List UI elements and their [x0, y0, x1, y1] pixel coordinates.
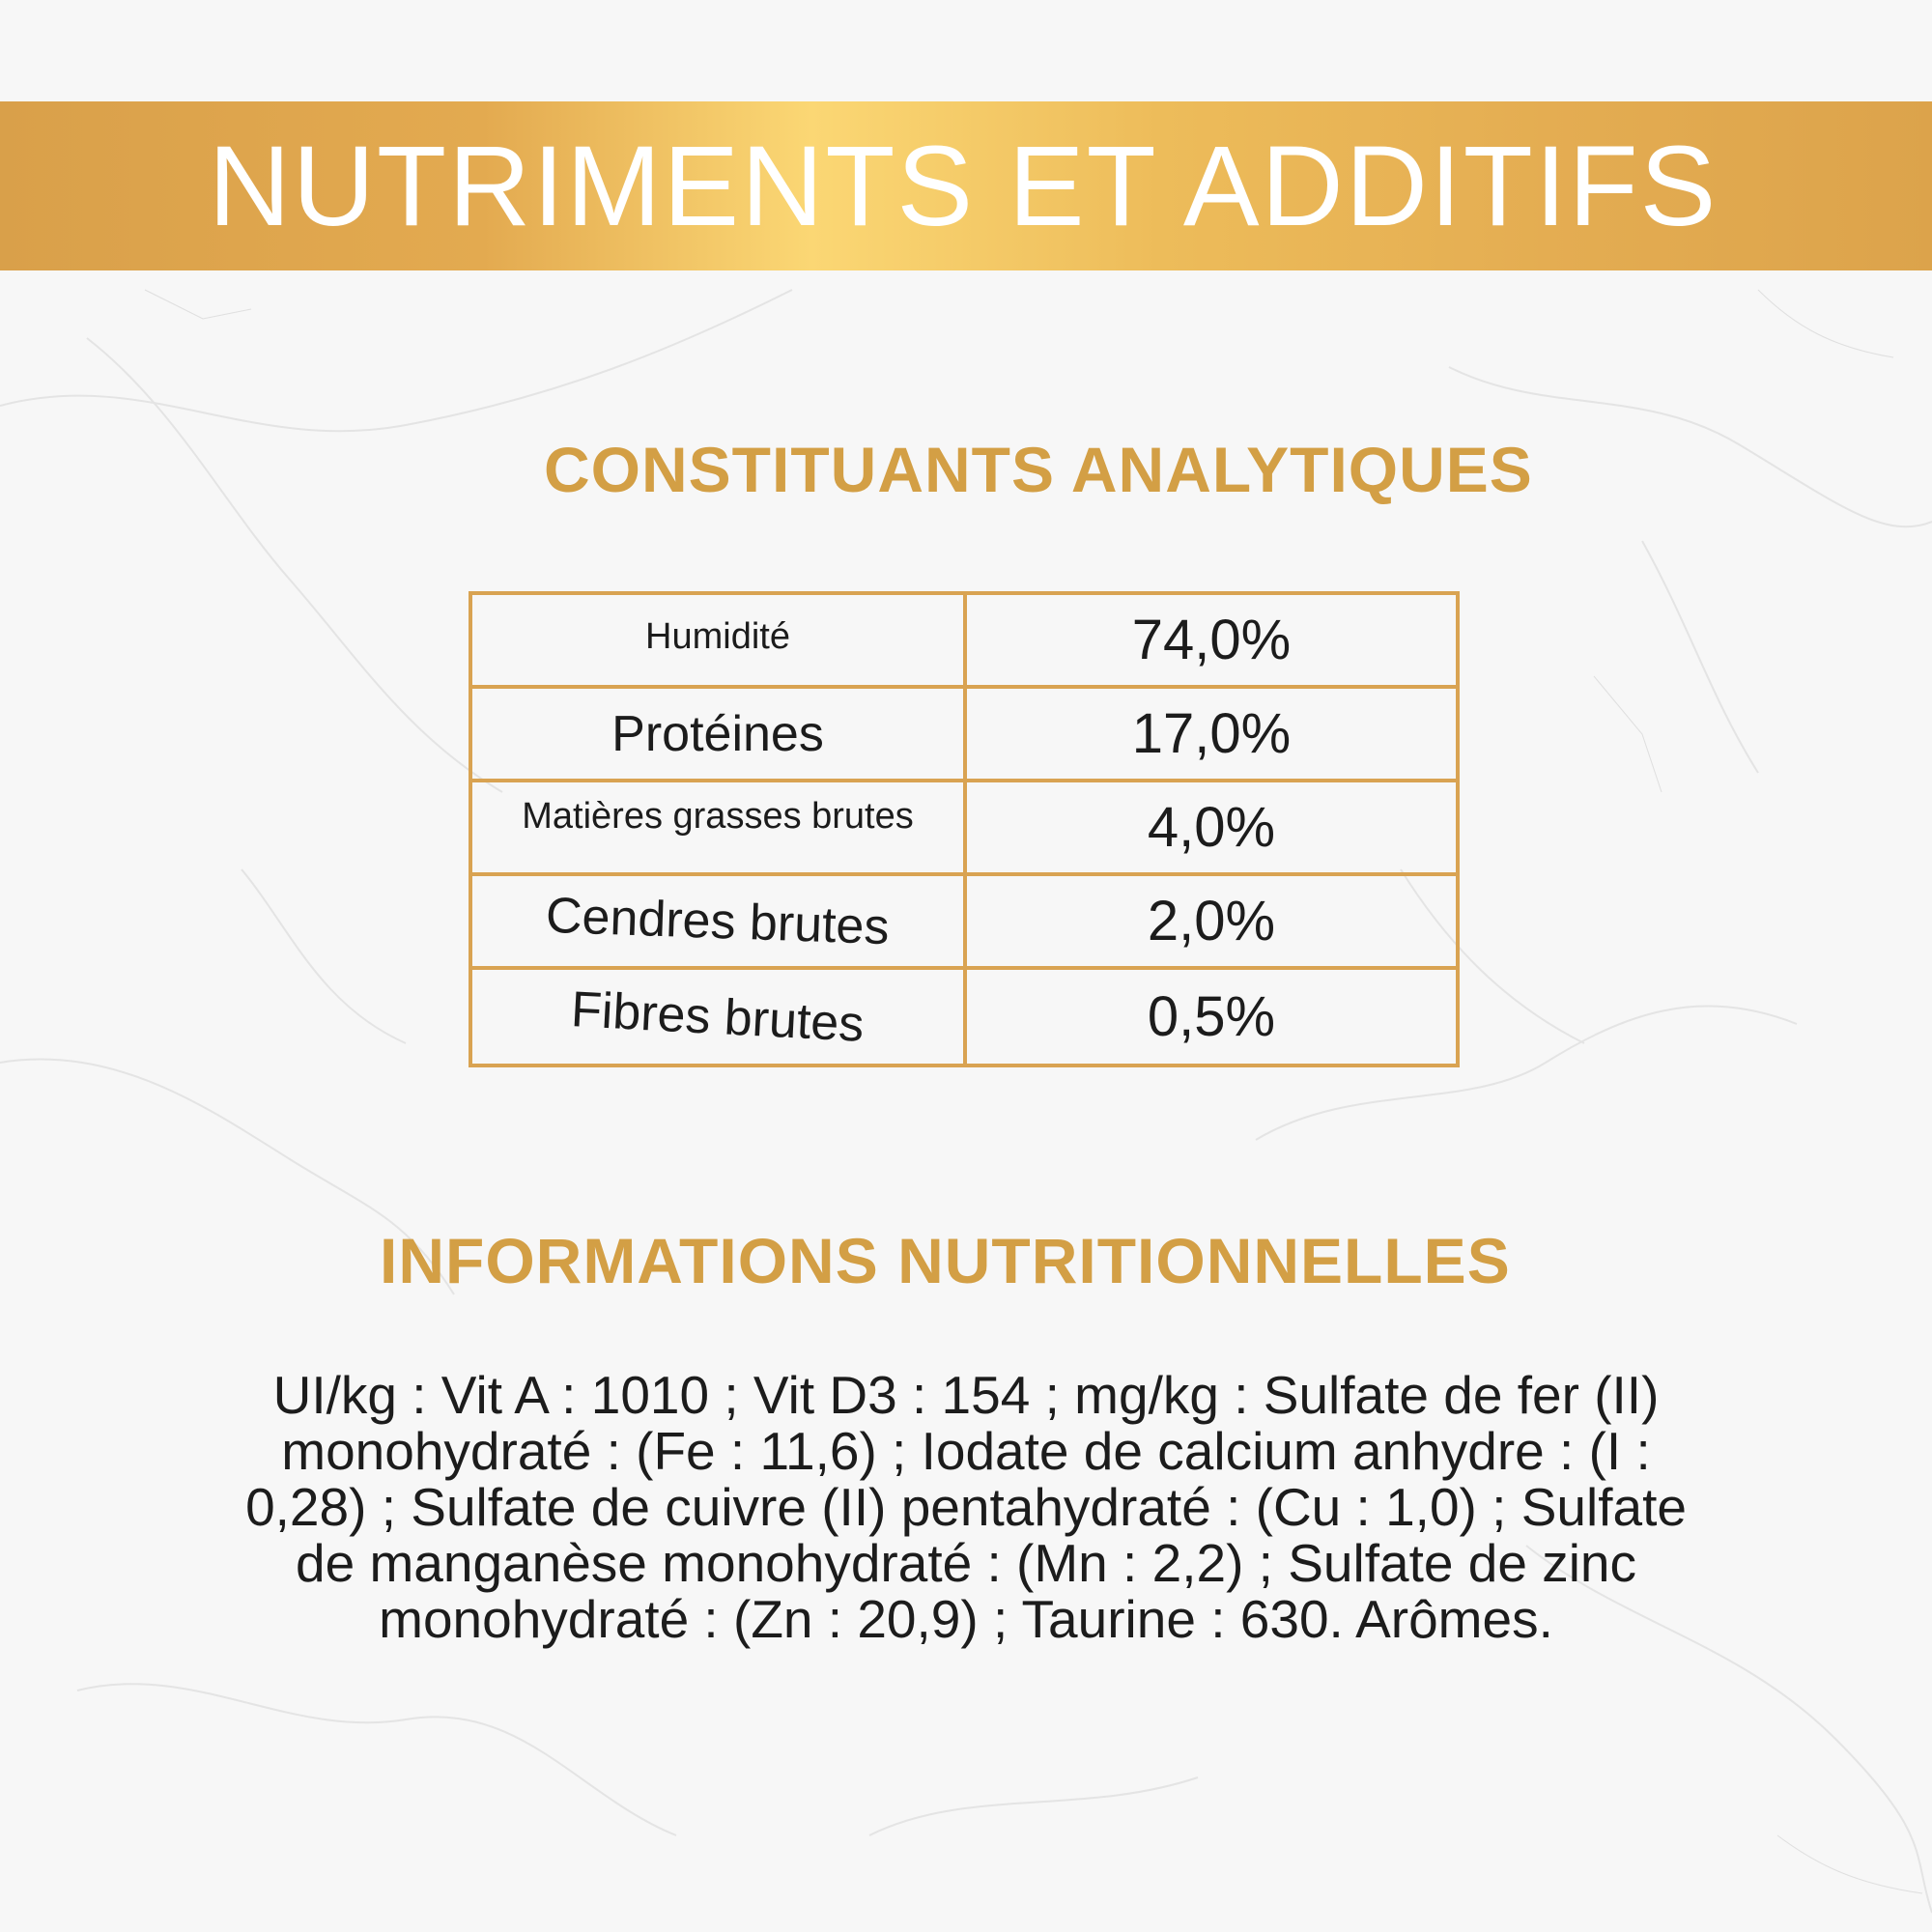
- row-value-crude-ash: 2,0%: [967, 876, 1456, 970]
- row-value-crude-fibre: 0,5%: [1147, 985, 1276, 1048]
- row-label-crude-ash-text: Cendres brutes: [545, 887, 891, 955]
- header-banner: [0, 101, 1932, 270]
- row-label-crude-ash: [472, 876, 967, 970]
- row-value-proteins: 17,0%: [967, 689, 1456, 782]
- row-label-crude-fibre: [472, 970, 967, 1064]
- analytic-constituents-heading: CONSTITUANTS ANALYTIQUES: [544, 434, 1533, 505]
- nutrition-info-text: UI/kg : Vit A : 1010 ; Vit D3 : 154 ; mg/kg : Sulfate de fer (II) monohydraté : (Fe : 11,6) ; Iodate de calcium anhydre : (I : 0,28) ; Sulfate de cuivre (II) pentahydraté : (Cu : 1,0) ; Sulfate de manganèse monohydraté : (Mn : 2,2) ; Sulfate de zinc monohydraté : (Zn : 20,9) ; Taurine : 630. Arômes.: [245, 1365, 1687, 1649]
- nutrition-info-heading: INFORMATIONS NUTRITIONNELLES: [380, 1225, 1511, 1296]
- row-label-crude-fat: Matières grasses brutes: [472, 782, 967, 876]
- row-label-crude-fibre-text: Fibres brutes: [569, 980, 867, 1053]
- row-value-humidity: 74,0%: [967, 595, 1456, 689]
- banner-title: NUTRIMENTS ET ADDITIFS: [208, 122, 1719, 250]
- row-value-crude-fat: 4,0%: [967, 782, 1456, 876]
- analytic-constituents-table: [469, 591, 1460, 1067]
- row-label-proteins: Protéines: [472, 689, 967, 782]
- row-label-humidity: Humidité: [472, 595, 967, 689]
